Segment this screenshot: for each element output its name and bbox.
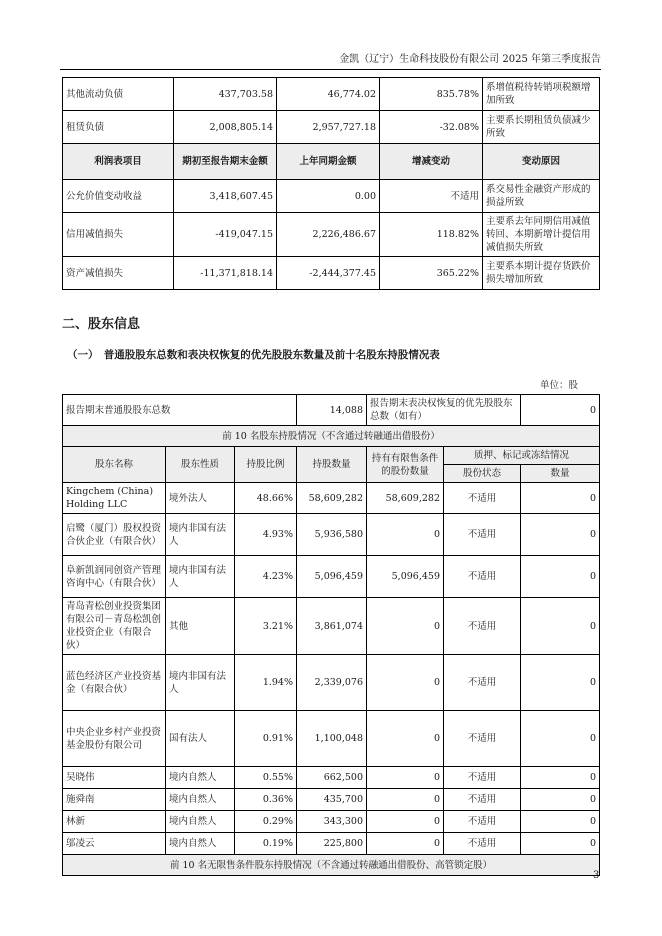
table-row [63,811,600,833]
row-current: 3,418,607.45 [174,180,277,213]
shareholder-nature: 境内自然人 [166,789,235,811]
total-shareholders-label: 报告期末普通股股东总数 [63,395,297,426]
row-previous: 0.00 [277,180,380,213]
shareholder-ratio: 3.21% [235,598,297,655]
shareholder-name: 启鹭（厦门）股权投资合伙企业（有限合伙） [63,514,166,556]
table-row [63,711,600,767]
page-header: 金凯（辽宁）生命科技股份有限公司 2025 年第三季度报告 [60,50,601,70]
row-current: 2,008,805.14 [174,111,277,144]
financial-change-table [62,77,600,290]
row-current: 437,703.58 [174,78,277,111]
unrestricted-title: 前 10 名无限售条件股东持股情况（不含通过转融通出借股份、高管锁定股） [63,855,600,876]
shareholder-name: 青岛青松创业投资集团有限公司－青岛松凯创业投资企业（有限合伙） [63,598,166,655]
row-reason: 系增值税待转销项税额增加所致 [483,78,600,111]
preferred-shareholders-label: 报告期末表决权恢复的优先股股东总数（如有） [367,395,521,426]
shareholder-restricted: 0 [367,655,444,711]
shareholder-ratio: 48.66% [235,483,297,514]
income-header-item: 利润表项目 [63,144,174,180]
table-row [63,655,600,711]
section-subtitle: （一） 普通股股东总数和表决权恢复的优先股股东数量及前十名股东持股情况表 [67,349,440,361]
row-item: 公允价值变动收益 [63,180,174,213]
row-change: 118.82% [380,213,483,257]
total-shareholders-value: 14,088 [297,395,367,426]
shareholder-nature: 境内自然人 [166,833,235,855]
row-current: -11,371,818.14 [174,257,277,290]
pledge-status: 不适用 [444,789,521,811]
row-change: 365.22% [380,257,483,290]
shareholder-count: 435,700 [297,789,367,811]
shareholder-nature: 境内非国有法人 [166,514,235,556]
shareholder-restricted: 5,096,459 [367,556,444,598]
pledge-status: 不适用 [444,655,521,711]
shareholder-ratio: 0.19% [235,833,297,855]
table-row [63,180,600,213]
pledge-qty: 0 [521,483,600,514]
col-header-pledge-qty: 数量 [521,465,600,483]
shareholder-restricted: 0 [367,767,444,789]
income-header-row [63,144,600,180]
row-item: 其他流动负债 [63,78,174,111]
shareholder-nature: 境内自然人 [166,811,235,833]
unit-label: 单位：股 [540,380,579,391]
page-number: 3 [593,870,600,881]
col-header-pledge-status: 股份状态 [444,465,521,483]
pledge-qty: 0 [521,767,600,789]
row-previous: -2,444,377.45 [277,257,380,290]
shareholder-ratio: 4.23% [235,556,297,598]
pledge-status: 不适用 [444,767,521,789]
shareholder-restricted: 58,609,282 [367,483,444,514]
table-row [63,514,600,556]
shareholder-ratio: 0.91% [235,711,297,767]
row-reason: 系交易性金融资产形成的损益所致 [483,180,600,213]
col-header-name: 股东名称 [63,447,166,483]
shareholder-count: 662,500 [297,767,367,789]
income-header-current: 期初至报告期末金额 [174,144,277,180]
shareholder-count: 58,609,282 [297,483,367,514]
shareholder-ratio: 0.55% [235,767,297,789]
row-previous: 2,226,486.67 [277,213,380,257]
shareholder-count: 1,100,048 [297,711,367,767]
pledge-status: 不适用 [444,556,521,598]
pledge-qty: 0 [521,655,600,711]
shareholder-table [62,394,600,876]
shareholder-nature: 境外法人 [166,483,235,514]
income-header-change: 增减变动 [380,144,483,180]
shareholder-nature: 境内非国有法人 [166,556,235,598]
shareholder-ratio: 0.29% [235,811,297,833]
shareholder-name: 中央企业乡村产业投资基金股份有限公司 [63,711,166,767]
shareholder-count: 5,936,580 [297,514,367,556]
row-reason: 主要系去年同期信用减值转回、本期新增计提信用减值损失所致 [483,213,600,257]
row-item: 租赁负债 [63,111,174,144]
pledge-qty: 0 [521,811,600,833]
shareholder-nature: 境内自然人 [166,767,235,789]
top10-title: 前 10 名股东持股情况（不含通过转融通出借股份） [63,426,600,447]
row-item: 信用减值损失 [63,213,174,257]
row-previous: 46,774.02 [277,78,380,111]
pledge-qty: 0 [521,711,600,767]
pledge-status: 不适用 [444,711,521,767]
col-header-restricted: 持有有限售条件的股份数量 [367,447,444,483]
table-row [63,598,600,655]
table-row [63,78,600,111]
table-row [63,767,600,789]
row-reason: 主要系本期计提存货跌价损失增加所致 [483,257,600,290]
pledge-qty: 0 [521,598,600,655]
preferred-shareholders-value: 0 [521,395,600,426]
shareholder-count: 343,300 [297,811,367,833]
income-header-reason: 变动原因 [483,144,600,180]
shareholder-nature: 境内非国有法人 [166,655,235,711]
shareholder-restricted: 0 [367,598,444,655]
pledge-qty: 0 [521,556,600,598]
pledge-status: 不适用 [444,514,521,556]
shareholder-name: 吴晓伟 [63,767,166,789]
table-row [63,833,600,855]
shareholder-ratio: 1.94% [235,655,297,711]
shareholder-restricted: 0 [367,811,444,833]
shareholder-restricted: 0 [367,833,444,855]
table-row [63,213,600,257]
pledge-status: 不适用 [444,483,521,514]
row-previous: 2,957,727.18 [277,111,380,144]
income-header-previous: 上年同期金额 [277,144,380,180]
shareholder-restricted: 0 [367,514,444,556]
col-header-count: 持股数量 [297,447,367,483]
table-row [63,556,600,598]
pledge-qty: 0 [521,833,600,855]
shareholder-nature: 国有法人 [166,711,235,767]
table-row [63,257,600,290]
shareholder-restricted: 0 [367,711,444,767]
row-reason: 主要系长期租赁负债减少所致 [483,111,600,144]
pledge-status: 不适用 [444,598,521,655]
table-row [63,111,600,144]
pledge-qty: 0 [521,789,600,811]
col-header-nature: 股东性质 [166,447,235,483]
pledge-qty: 0 [521,514,600,556]
row-change: -32.08% [380,111,483,144]
shareholder-nature: 其他 [166,598,235,655]
row-change: 不适用 [380,180,483,213]
section-title: 二、股东信息 [62,317,141,332]
shareholder-name: 林新 [63,811,166,833]
row-item: 资产减值损失 [63,257,174,290]
pledge-status: 不适用 [444,833,521,855]
shareholder-name: 蓝色经济区产业投资基金（有限合伙） [63,655,166,711]
table-row [63,789,600,811]
table-row [63,483,600,514]
shareholder-ratio: 4.93% [235,514,297,556]
shareholder-name: 阜新凯润同创资产管理咨询中心（有限合伙） [63,556,166,598]
shareholder-count: 225,800 [297,833,367,855]
row-change: 835.78% [380,78,483,111]
shareholder-count: 2,339,076 [297,655,367,711]
shareholder-restricted: 0 [367,789,444,811]
shareholder-count: 5,096,459 [297,556,367,598]
row-current: -419,047.15 [174,213,277,257]
shareholder-name: 施舜南 [63,789,166,811]
col-header-pledge-group: 质押、标记或冻结情况 [444,447,600,465]
pledge-status: 不适用 [444,811,521,833]
shareholder-name: Kingchem (China) Holding LLC [63,483,166,514]
shareholder-count: 3,861,074 [297,598,367,655]
shareholder-ratio: 0.36% [235,789,297,811]
shareholder-name: 邬凌云 [63,833,166,855]
col-header-ratio: 持股比例 [235,447,297,483]
